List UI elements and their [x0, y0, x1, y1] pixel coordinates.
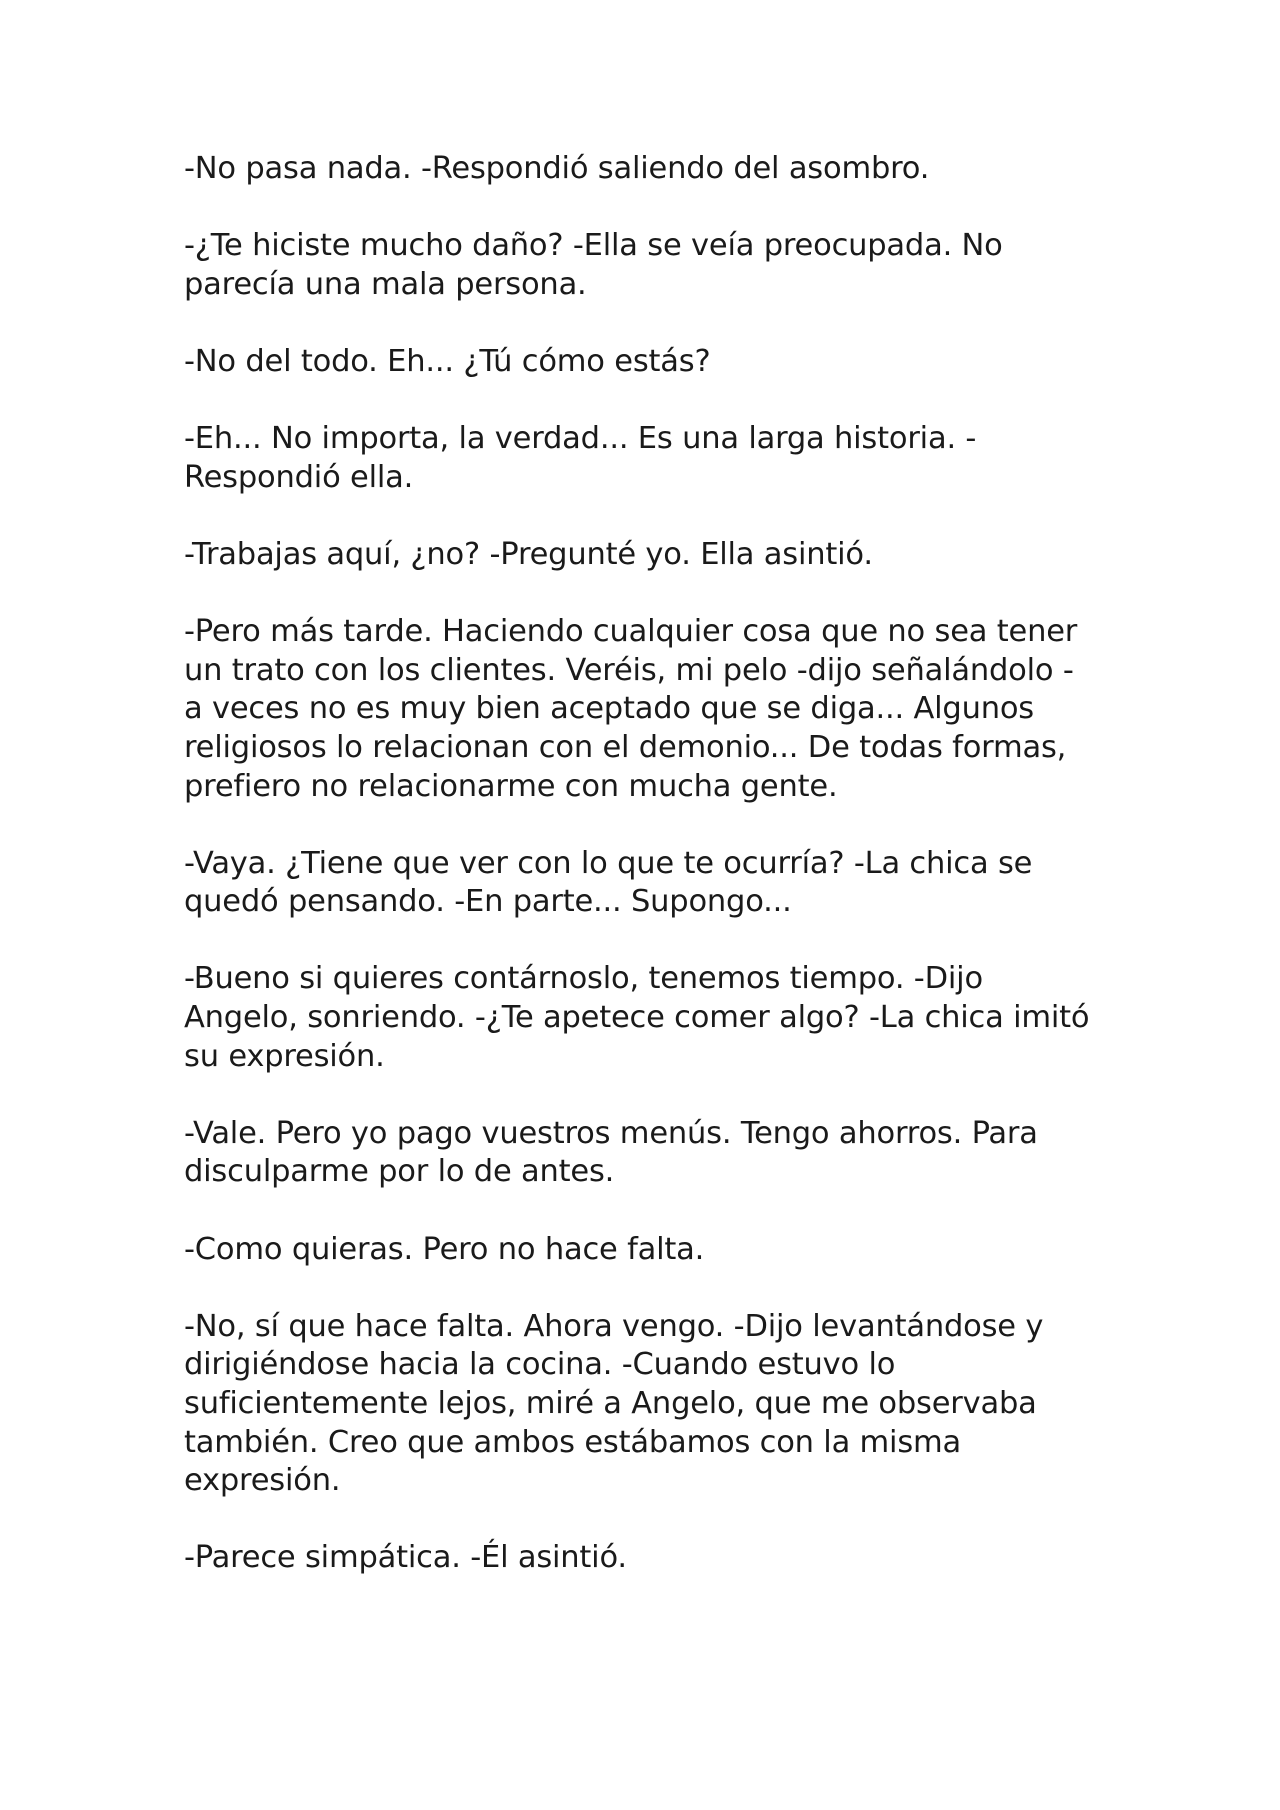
paragraph: -¿Te hiciste mucho daño? -Ella se veía preocupada. No parecía una mala persona.: [184, 228, 1003, 302]
paragraph: -Bueno si quieres contárnoslo, tenemos tiempo. -Dijo Angelo, sonriendo. -¿Te apetece comer algo? -La chica imitó su expresión.: [184, 961, 1090, 1074]
paragraph: -Trabajas aquí, ¿no? -Pregunté yo. Ella asintió.: [184, 536, 873, 572]
paragraph: -Parece simpática. -Él asintió.: [184, 1540, 627, 1576]
paragraph: -No pasa nada. -Respondió saliendo del asombro.: [184, 151, 930, 186]
paragraph: -No, sí que hace falta. Ahora vengo. -Dijo levantándose y dirigiéndose hacia la cocina. -Cuando estuvo lo suficientemente lejos, miré a Angelo, que me observaba también. Creo que ambos estábamos con la misma expresión.: [184, 1308, 1044, 1499]
paragraph: -No del todo. Eh... ¿Tú cómo estás?: [184, 343, 711, 379]
document-body: [184, 150, 1096, 1578]
paragraph: -Pero más tarde. Haciendo cualquier cosa que no sea tener un trato con los clientes. Veréis, mi pelo -dijo señalándolo - a veces no es muy bien aceptado que se diga... Algunos religiosos lo relacionan con el demonio... De todas formas, prefiero no relacionarme con mucha gente.: [184, 614, 1078, 804]
paragraph: -Vale. Pero yo pago vuestros menús. Tengo ahorros. Para disculparme por lo de antes.: [184, 1115, 1038, 1190]
paragraph: -Vaya. ¿Tiene que ver con lo que te ocurría? -La chica se quedó pensando. -En parte... Supongo...: [184, 845, 1033, 920]
paragraph: -Como quieras. Pero no hace falta.: [184, 1231, 705, 1267]
paragraph: -Eh... No importa, la verdad... Es una larga historia. -Respondió ella.: [184, 421, 977, 495]
